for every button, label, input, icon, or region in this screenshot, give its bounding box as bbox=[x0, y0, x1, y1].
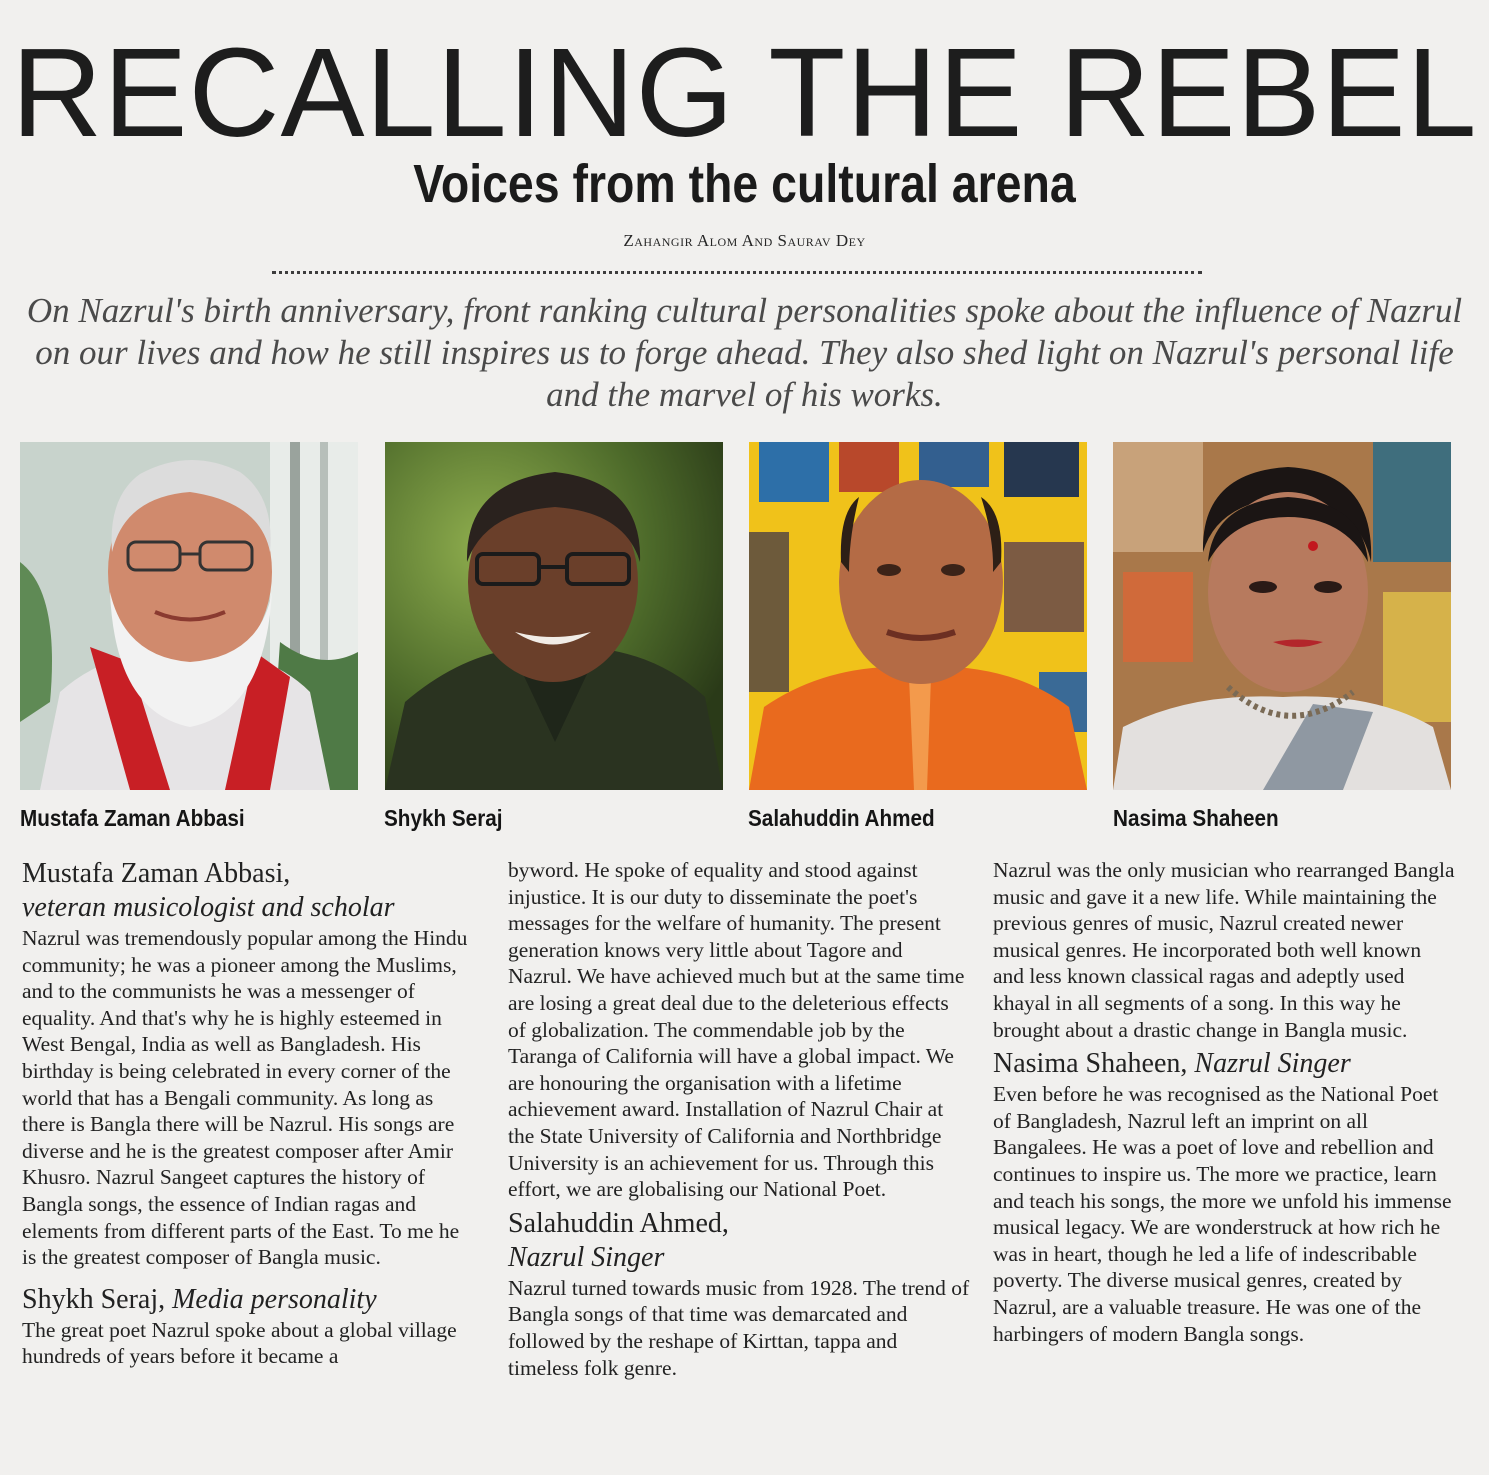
photo-shykh-seraj bbox=[385, 442, 723, 790]
subheadline: Voices from the cultural arena bbox=[413, 154, 1076, 214]
speaker-name-abbasi: Mustafa Zaman Abbasi, bbox=[22, 858, 291, 889]
portrait-illustration bbox=[749, 442, 1087, 790]
speaker-name-nasima: Nasima Shaheen, bbox=[993, 1048, 1188, 1080]
quote-salahuddin-start: Nazrul turned towards music from 1928. The trend of Bangla songs of that time was demarcated and followed by the reshape of Kirttan, tappa and timeless folk genre. bbox=[508, 1275, 970, 1380]
speaker-role-nasima: Nazrul Singer bbox=[1194, 1048, 1351, 1080]
article-column-2 bbox=[508, 857, 970, 1381]
speaker-name-salahuddin: Salahuddin Ahmed, bbox=[508, 1207, 729, 1239]
quote-nasima: Even before he was recognised as the National Poet of Bangladesh, Nazrul left an imprint on all Bangalees. He was a poet of love and rebellion and continues to inspire us. The more we practice, learn and teach his songs, the more we unfold his immense musical legacy. We are wonderstruck at how rich he was in heart, though he led a life of indescribable poverty. The diverse musical genres, created by Nazrul, are a valuable treasure. He was one of the harbingers of modern Bangla songs. bbox=[993, 1082, 1452, 1346]
speaker-role-abbasi: veteran musicologist and scholar bbox=[22, 892, 395, 923]
headline: RECALLING THE REBEL bbox=[11, 22, 1478, 163]
caption-shykh-seraj: Shykh Seraj bbox=[384, 805, 503, 831]
quote-seraj-continued: byword. He spoke of equality and stood against injustice. It is our duty to disseminate the poet's messages for the welfare of humanity. The present generation knows very little about Tagore and Nazrul. We have achieved much but at the same time are losing a great deal due to the deleterious effects of globalization. The commendable job by the Taranga of California will have a global impact. We are honouring the organisation with a lifetime achievement award. Installation of Nazrul Chair at the State University of California and Northbridge University is an achievement for us. Through this effort, we are globalising our National Poet. bbox=[508, 858, 965, 1202]
intro-deck: On Nazrul's birth anniversary, front ranking cultural personalities spoke about the influence of Nazrul on our lives and how he still inspires us to forge ahead. They also shed light on Nazrul's personal life and the marvel of his works. bbox=[26, 291, 1463, 414]
portrait-illustration bbox=[1113, 442, 1451, 790]
dotted-divider bbox=[272, 271, 1202, 274]
speaker-role-seraj: Media personality bbox=[172, 1283, 377, 1315]
speaker-heading-nasima bbox=[993, 1047, 1455, 1081]
caption-salahuddin-ahmed: Salahuddin Ahmed bbox=[748, 805, 935, 831]
speaker-role-salahuddin: Nazrul Singer bbox=[508, 1241, 665, 1273]
speaker-name-seraj: Shykh Seraj, bbox=[22, 1283, 166, 1315]
article-column-1 bbox=[22, 857, 474, 1370]
portrait-illustration bbox=[385, 442, 723, 790]
quote-salahuddin-continued: Nazrul was the only musician who rearranged Bangla music and gave it a new life. While maintaining the previous genres of music, Nazrul created newer musical genres. He incorporated both well known and less known classical ragas and adeptly used khayal in all segments of a song. In this way he brought about a drastic change in Bangla music. bbox=[993, 858, 1455, 1042]
speaker-heading-seraj bbox=[22, 1283, 474, 1317]
byline: Zahangir Alom And Saurav Dey bbox=[623, 231, 866, 250]
article-column-3 bbox=[993, 857, 1455, 1347]
quote-seraj-start: The great poet Nazrul spoke about a global village hundreds of years before it became a bbox=[22, 1317, 457, 1369]
caption-mustafa-zaman-abbasi: Mustafa Zaman Abbasi bbox=[20, 805, 245, 831]
portrait-illustration bbox=[20, 442, 358, 790]
photo-mustafa-zaman-abbasi bbox=[20, 442, 358, 790]
photo-nasima-shaheen bbox=[1113, 442, 1451, 790]
photo-salahuddin-ahmed bbox=[749, 442, 1087, 790]
quote-abbasi: Nazrul was tremendously popular among the Hindu community; he was a pioneer among the Muslims, and to the communists he was a messenger of equality. And that's why he is highly esteemed in West Bengal, India as well as Bangladesh. His birthday is being celebrated in every corner of the world that has a Bengali community. As long as there is Bangla there will be Nazrul. His songs are diverse and he is the greatest composer after Amir Khusro. Nazrul Sangeet captures the history of Bangla songs, the essence of Indian ragas and elements from different parts of the East. To me he is the greatest composer of Bangla music. bbox=[22, 926, 468, 1270]
caption-nasima-shaheen: Nasima Shaheen bbox=[1113, 805, 1279, 831]
